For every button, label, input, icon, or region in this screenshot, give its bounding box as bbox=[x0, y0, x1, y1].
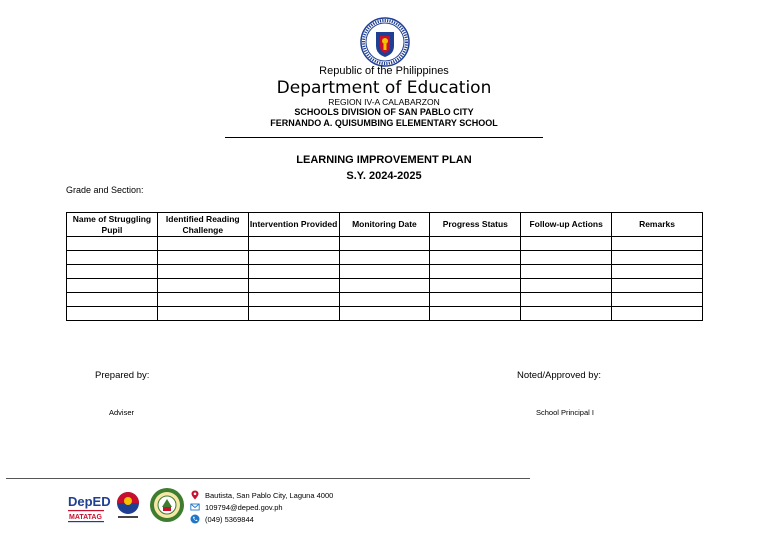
table-cell bbox=[339, 251, 430, 265]
school-seal-logo bbox=[149, 487, 185, 523]
table-cell bbox=[157, 307, 248, 321]
deped-matatag-logo bbox=[66, 490, 111, 524]
school-heading: FERNANDO A. QUISUMBING ELEMENTARY SCHOOL bbox=[270, 118, 498, 128]
principal-role: School Principal I bbox=[536, 408, 594, 417]
address-text: Bautista, San Pablo City, Laguna 4000 bbox=[205, 490, 334, 500]
table-cell bbox=[248, 279, 339, 293]
department-heading: Department of Education bbox=[276, 78, 492, 98]
column-header: Name of Struggling Pupil bbox=[67, 213, 158, 237]
location-pin-icon bbox=[190, 490, 200, 500]
table-row bbox=[67, 279, 703, 293]
table-cell bbox=[67, 265, 158, 279]
email-icon bbox=[190, 502, 200, 512]
table-cell bbox=[430, 251, 521, 265]
column-header: Identified Reading Challenge bbox=[157, 213, 248, 237]
learning-plan-table bbox=[66, 212, 703, 321]
table-cell bbox=[521, 265, 612, 279]
footer-phone bbox=[190, 514, 254, 524]
table-cell bbox=[67, 237, 158, 251]
table-cell bbox=[157, 279, 248, 293]
table-cell bbox=[430, 279, 521, 293]
document-title: LEARNING IMPROVEMENT PLAN bbox=[296, 154, 472, 166]
table-cell bbox=[248, 265, 339, 279]
table-row bbox=[67, 265, 703, 279]
noted-by-label: Noted/Approved by: bbox=[517, 370, 601, 381]
column-header: Progress Status bbox=[430, 213, 521, 237]
bagong-pilipinas-logo bbox=[112, 489, 144, 521]
table-cell bbox=[612, 237, 703, 251]
division-heading: SCHOOLS DIVISION OF SAN PABLO CITY bbox=[294, 107, 474, 117]
table-cell bbox=[339, 279, 430, 293]
phone-text: (049) 5369844 bbox=[205, 514, 254, 524]
table-cell bbox=[67, 251, 158, 265]
table-cell bbox=[521, 251, 612, 265]
table-body bbox=[67, 237, 703, 321]
table-cell bbox=[430, 265, 521, 279]
table-cell bbox=[612, 265, 703, 279]
table-row bbox=[67, 307, 703, 321]
table-cell bbox=[430, 293, 521, 307]
footer-divider bbox=[6, 478, 530, 479]
matatag-logo-text: MATATAG bbox=[69, 514, 102, 521]
table-cell bbox=[248, 293, 339, 307]
table-row bbox=[67, 293, 703, 307]
table-cell bbox=[612, 307, 703, 321]
school-year: S.Y. 2024-2025 bbox=[346, 170, 422, 182]
table-cell bbox=[521, 307, 612, 321]
table-cell bbox=[157, 237, 248, 251]
table-cell bbox=[157, 251, 248, 265]
table-cell bbox=[339, 293, 430, 307]
column-header: Remarks bbox=[612, 213, 703, 237]
table-cell bbox=[248, 251, 339, 265]
table-cell bbox=[248, 307, 339, 321]
table-cell bbox=[521, 237, 612, 251]
table-cell bbox=[157, 293, 248, 307]
table-cell bbox=[521, 279, 612, 293]
table-cell bbox=[521, 293, 612, 307]
header-divider bbox=[225, 137, 543, 138]
table-cell bbox=[157, 265, 248, 279]
column-header: Monitoring Date bbox=[339, 213, 430, 237]
column-header: Intervention Provided bbox=[248, 213, 339, 237]
table-cell bbox=[430, 237, 521, 251]
footer-address bbox=[190, 490, 333, 500]
table-cell bbox=[248, 237, 339, 251]
table-cell bbox=[67, 279, 158, 293]
table-cell bbox=[430, 307, 521, 321]
grade-section-label: Grade and Section: bbox=[66, 185, 144, 195]
adviser-role: Adviser bbox=[109, 408, 135, 417]
table-cell bbox=[67, 293, 158, 307]
deped-seal-icon bbox=[360, 17, 410, 67]
column-header: Follow-up Actions bbox=[521, 213, 612, 237]
republic-heading: Republic of the Philippines bbox=[319, 65, 449, 77]
table-header-row bbox=[67, 213, 703, 237]
phone-icon bbox=[190, 514, 200, 524]
table-row bbox=[67, 251, 703, 265]
table-cell bbox=[612, 251, 703, 265]
table-row bbox=[67, 237, 703, 251]
deped-logo-text: DepED bbox=[68, 494, 111, 509]
table-cell bbox=[612, 293, 703, 307]
table-cell bbox=[339, 265, 430, 279]
email-text: 109794@deped.gov.ph bbox=[205, 502, 283, 512]
table-cell bbox=[612, 279, 703, 293]
table-cell bbox=[339, 307, 430, 321]
table-cell bbox=[339, 237, 430, 251]
prepared-by-label: Prepared by: bbox=[95, 370, 150, 381]
region-heading: REGION IV-A CALABARZON bbox=[328, 97, 440, 107]
footer-email bbox=[190, 502, 283, 512]
table-cell bbox=[67, 307, 158, 321]
